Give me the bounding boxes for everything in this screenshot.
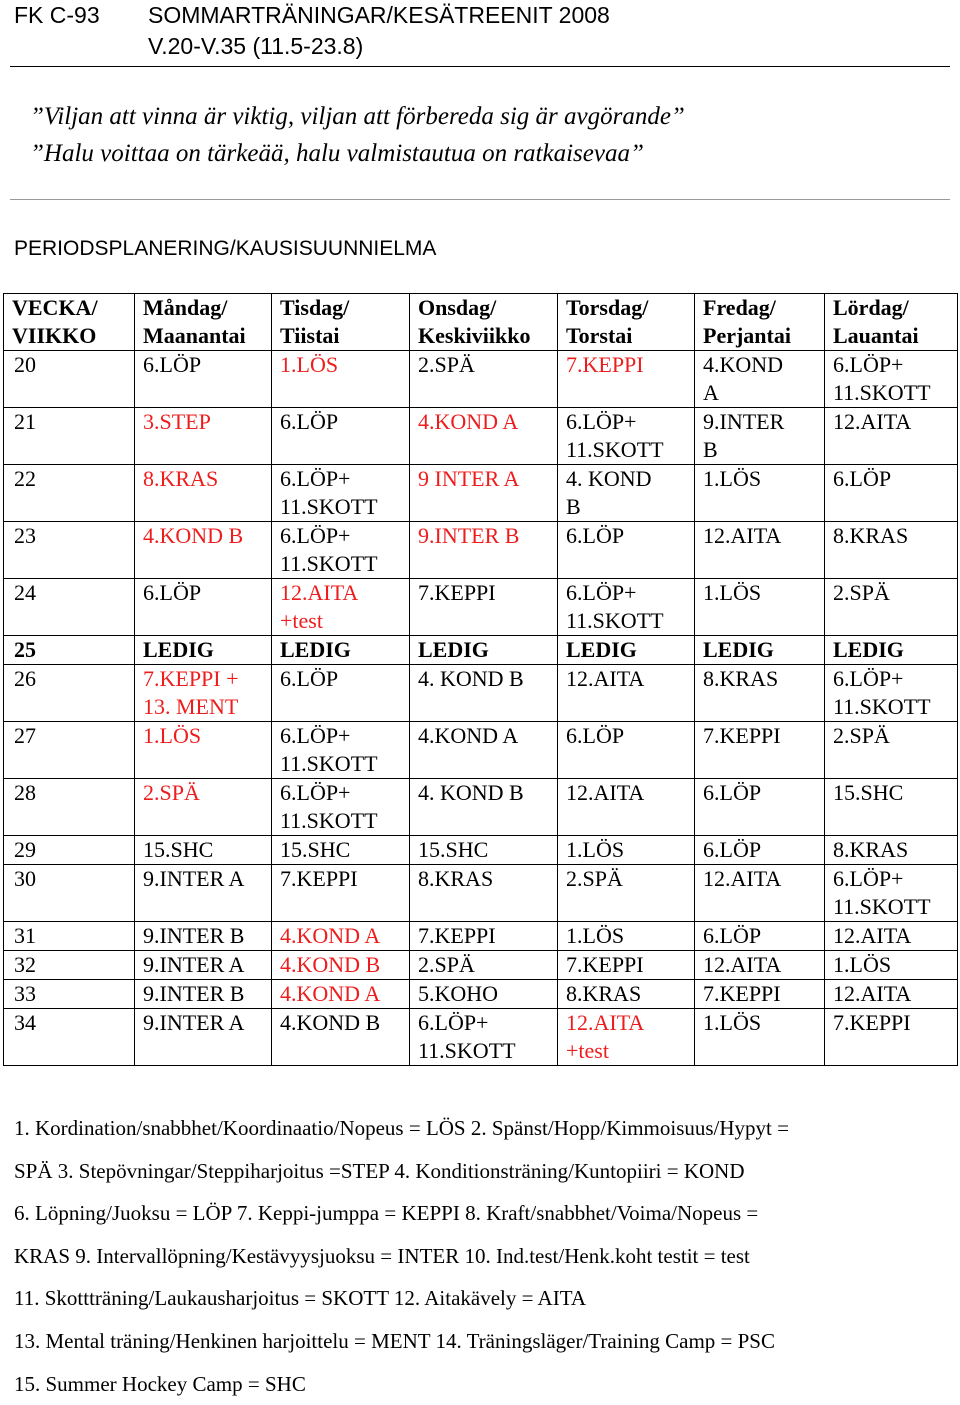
table-cell: 9.INTER B <box>135 922 272 951</box>
week-number-cell: 33 <box>4 980 135 1009</box>
table-cell: LEDIG <box>558 636 695 665</box>
table-row <box>4 922 958 951</box>
table-cell: 6.LÖP <box>272 665 410 722</box>
week-number-cell: 24 <box>4 579 135 636</box>
table-cell: 2.SPÄ <box>558 865 695 922</box>
table-cell: 2.SPÄ <box>410 951 558 980</box>
abbreviation-legend <box>14 1107 950 1405</box>
table-cell: LEDIG <box>135 636 272 665</box>
header-cell: Tisdag/ Tiistai <box>272 294 410 351</box>
table-cell: 6.LÖP <box>558 722 695 779</box>
table-cell: 3.STEP <box>135 408 272 465</box>
week-range: V.20-V.35 (11.5-23.8) <box>148 33 364 59</box>
table-cell: 8.KRAS <box>135 465 272 522</box>
table-cell: 9.INTER A <box>135 1009 272 1066</box>
week-number-cell: 26 <box>4 665 135 722</box>
table-cell: 7.KEPPI <box>695 980 825 1009</box>
table-cell: 6.LÖP+ 11.SKOTT <box>558 579 695 636</box>
table-cell: 7.KEPPI + 13. MENT <box>135 665 272 722</box>
table-cell: 7.KEPPI <box>825 1009 958 1066</box>
table-row <box>4 408 958 465</box>
week-number-cell: 34 <box>4 1009 135 1066</box>
table-cell: 15.SHC <box>825 779 958 836</box>
table-cell: 6.LÖP+ 11.SKOTT <box>272 522 410 579</box>
table-cell: LEDIG <box>272 636 410 665</box>
table-cell: 12.AITA <box>695 865 825 922</box>
table-cell: 6.LÖP+ 11.SKOTT <box>825 351 958 408</box>
table-cell: 12.AITA +test <box>558 1009 695 1066</box>
table-cell: 9.INTER B <box>135 980 272 1009</box>
legend-line: KRAS 9. Intervallöpning/Kestävyysjuoksu = INTER 10. Ind.test/Henk.koht testit = test <box>14 1243 750 1268</box>
header-cell: Onsdag/ Keskiviikko <box>410 294 558 351</box>
header-cell: Lördag/ Lauantai <box>825 294 958 351</box>
table-header-row <box>4 294 958 351</box>
team-code: FK C-93 <box>14 2 100 28</box>
table-cell: 6.LÖP+ 11.SKOTT <box>825 665 958 722</box>
legend-line: SPÄ 3. Stepövningar/Steppiharjoitus =STEP 4. Konditionsträning/Kuntopiiri = KOND <box>14 1158 745 1183</box>
table-cell: 4. KOND B <box>410 779 558 836</box>
week-number-cell: 32 <box>4 951 135 980</box>
table-cell: 4.KOND B <box>272 1009 410 1066</box>
week-number-cell: 31 <box>4 922 135 951</box>
table-cell: 8.KRAS <box>558 980 695 1009</box>
week-number-cell: 28 <box>4 779 135 836</box>
table-cell: 2.SPÄ <box>410 351 558 408</box>
table-cell: 4.KOND A <box>272 980 410 1009</box>
header-cell: VECKA/ VIIKKO <box>4 294 135 351</box>
legend-line: 1. Kordination/snabbhet/Koordinaatio/Nopeus = LÖS 2. Spänst/Hopp/Kimmoisuus/Hypyt = <box>14 1116 789 1140</box>
document-title: SOMMARTRÄNINGAR/KESÄTREENIT 2008 <box>148 2 610 28</box>
table-cell: 4.KOND A <box>410 408 558 465</box>
table-cell: 1.LÖS <box>135 722 272 779</box>
week-number-cell: 25 <box>4 636 135 665</box>
table-cell: 4.KOND A <box>695 351 825 408</box>
table-cell: 7.KEPPI <box>695 722 825 779</box>
table-cell: 1.LÖS <box>695 1009 825 1066</box>
table-cell: 7.KEPPI <box>410 579 558 636</box>
table-cell: 1.LÖS <box>825 951 958 980</box>
table-cell: 6.LÖP+ 11.SKOTT <box>272 465 410 522</box>
table-row <box>4 579 958 636</box>
table-cell: 12.AITA <box>695 522 825 579</box>
table-cell: 12.AITA +test <box>272 579 410 636</box>
table-cell: 6.LÖP+ 11.SKOTT <box>825 865 958 922</box>
table-cell: 15.SHC <box>135 836 272 865</box>
table-cell: 6.LÖP <box>695 922 825 951</box>
table-cell: 7.KEPPI <box>410 922 558 951</box>
table-cell: 6.LÖP <box>135 351 272 408</box>
table-row <box>4 836 958 865</box>
table-row <box>4 351 958 408</box>
table-cell: LEDIG <box>695 636 825 665</box>
week-number-cell: 23 <box>4 522 135 579</box>
table-cell: 7.KEPPI <box>558 351 695 408</box>
table-row <box>4 779 958 836</box>
legend-line: 11. Skottträning/Laukausharjoitus = SKOTT 12. Aitakävely = AITA <box>14 1286 587 1311</box>
week-number-cell: 20 <box>4 351 135 408</box>
legend-line: 15. Summer Hockey Camp = SHC <box>14 1371 306 1396</box>
header-cell: Måndag/ Maanantai <box>135 294 272 351</box>
table-cell: 6.LÖP <box>825 465 958 522</box>
table-cell: 15.SHC <box>410 836 558 865</box>
table-cell: 12.AITA <box>825 922 958 951</box>
table-cell: 6.LÖP <box>558 522 695 579</box>
table-cell: 2.SPÄ <box>825 579 958 636</box>
document-header <box>14 2 610 29</box>
table-cell: 1.LÖS <box>272 351 410 408</box>
table-cell: 9 INTER A <box>410 465 558 522</box>
table-cell: 1.LÖS <box>558 922 695 951</box>
table-cell: 12.AITA <box>695 951 825 980</box>
week-number-cell: 30 <box>4 865 135 922</box>
table-cell: LEDIG <box>410 636 558 665</box>
table-row <box>4 665 958 722</box>
table-cell: 4.KOND B <box>135 522 272 579</box>
table-row <box>4 1009 958 1066</box>
legend-line: 6. Löpning/Juoksu = LÖP 7. Keppi-jumppa = KEPPI 8. Kraft/snabbhet/Voima/Nopeus = <box>14 1201 759 1226</box>
header-divider <box>10 66 950 67</box>
header-cell: Torsdag/ Torstai <box>558 294 695 351</box>
table-cell: 4. KOND B <box>558 465 695 522</box>
table-cell: 6.LÖP+ 11.SKOTT <box>272 722 410 779</box>
table-cell: 8.KRAS <box>695 665 825 722</box>
table-cell: 6.LÖP+ 11.SKOTT <box>272 779 410 836</box>
table-cell: 9.INTER B <box>695 408 825 465</box>
week-number-cell: 27 <box>4 722 135 779</box>
table-body <box>4 351 958 1066</box>
table-cell: 9.INTER A <box>135 865 272 922</box>
table-cell: 9.INTER B <box>410 522 558 579</box>
table-cell: 5.KOHO <box>410 980 558 1009</box>
table-cell: 9.INTER A <box>135 951 272 980</box>
table-cell: 1.LÖS <box>558 836 695 865</box>
table-cell: 4.KOND A <box>410 722 558 779</box>
table-cell: 8.KRAS <box>410 865 558 922</box>
table-cell: 6.LÖP <box>135 579 272 636</box>
table-cell: 2.SPÄ <box>825 722 958 779</box>
quote-swedish: ”Viljan att vinna är viktig, viljan att förbereda sig är avgörande” <box>30 103 685 130</box>
planning-label: PERIODSPLANERING/KAUSISUUNNIELMA <box>14 237 437 260</box>
table-cell: 4. KOND B <box>410 665 558 722</box>
table-cell: 4.KOND B <box>272 951 410 980</box>
table-cell: 6.LÖP <box>695 836 825 865</box>
table-cell: 4.KOND A <box>272 922 410 951</box>
table-cell: 6.LÖP <box>695 779 825 836</box>
table-cell: 6.LÖP+ 11.SKOTT <box>410 1009 558 1066</box>
table-cell: 6.LÖP+ 11.SKOTT <box>558 408 695 465</box>
week-number-cell: 29 <box>4 836 135 865</box>
table-cell: 12.AITA <box>825 980 958 1009</box>
table-cell: LEDIG <box>825 636 958 665</box>
table-cell: 7.KEPPI <box>558 951 695 980</box>
training-schedule-table <box>3 293 958 1066</box>
quote-divider <box>10 199 950 200</box>
table-cell: 6.LÖP <box>272 408 410 465</box>
table-row <box>4 722 958 779</box>
table-cell: 12.AITA <box>825 408 958 465</box>
table-cell: 8.KRAS <box>825 522 958 579</box>
table-cell: 1.LÖS <box>695 579 825 636</box>
table-row <box>4 951 958 980</box>
table-row <box>4 465 958 522</box>
quote-finnish: ”Halu voittaa on tärkeää, halu valmistautua on ratkaisevaa” <box>30 140 644 167</box>
table-cell: 12.AITA <box>558 779 695 836</box>
table-cell: 2.SPÄ <box>135 779 272 836</box>
week-number-cell: 21 <box>4 408 135 465</box>
legend-line: 13. Mental träning/Henkinen harjoittelu = MENT 14. Träningsläger/Training Camp = PSC <box>14 1328 775 1353</box>
table-cell: 15.SHC <box>272 836 410 865</box>
table-row <box>4 980 958 1009</box>
table-row <box>4 865 958 922</box>
table-cell: 1.LÖS <box>695 465 825 522</box>
table-cell: 8.KRAS <box>825 836 958 865</box>
week-number-cell: 22 <box>4 465 135 522</box>
table-cell: 12.AITA <box>558 665 695 722</box>
table-cell: 7.KEPPI <box>272 865 410 922</box>
header-cell: Fredag/ Perjantai <box>695 294 825 351</box>
table-row <box>4 636 958 665</box>
table-row <box>4 522 958 579</box>
